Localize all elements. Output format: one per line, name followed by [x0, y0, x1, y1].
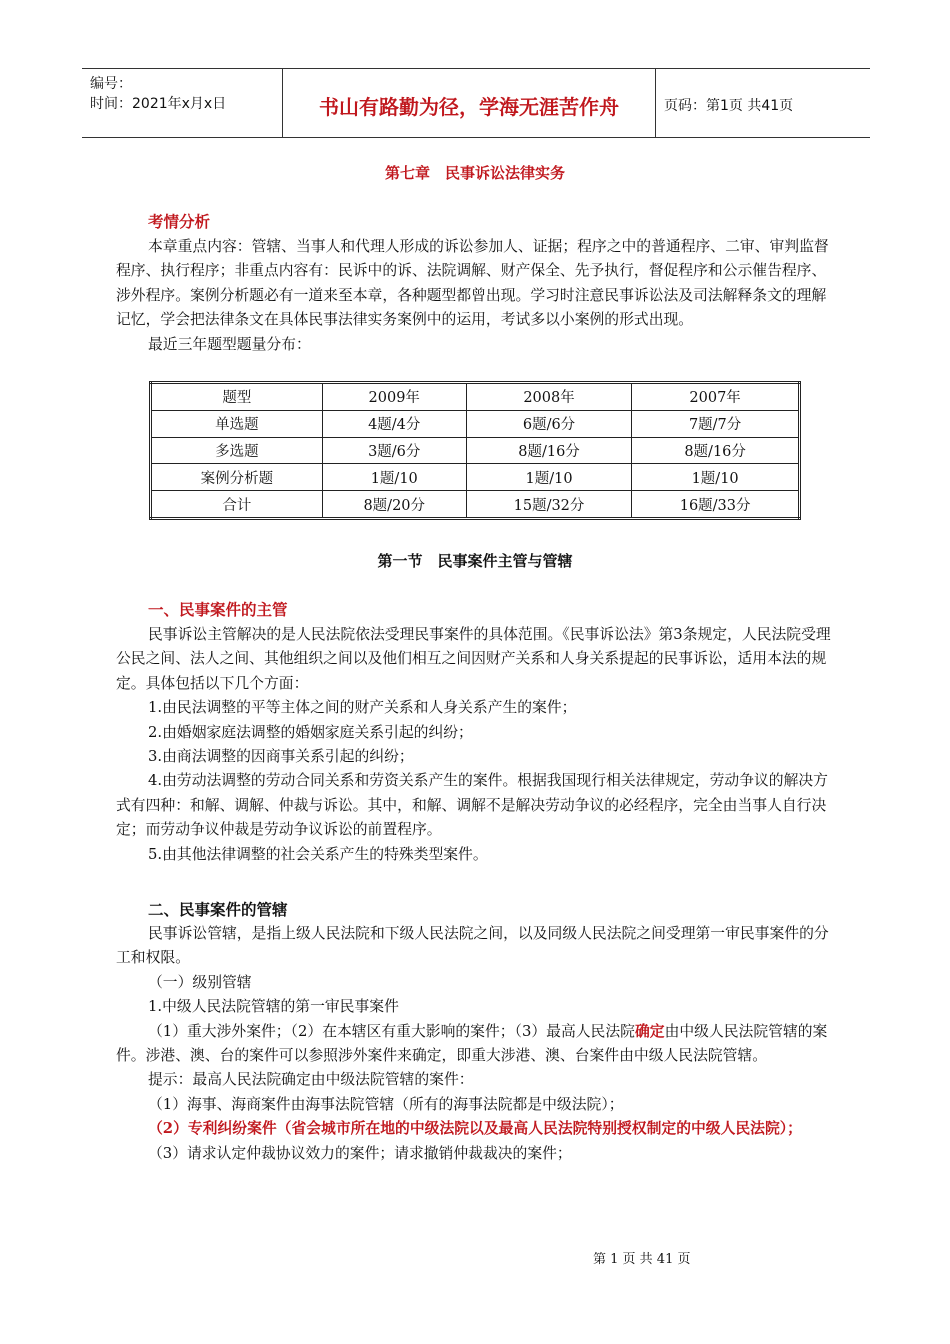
table-header-cell: 2008年 — [466, 383, 631, 411]
para-a-rest: 由中级人民法院管辖的案件。涉港、澳、台的案件可以参照涉外案件来确定，即重大涉港、澳、台案件由中级人民法院管辖。 — [116, 1022, 828, 1065]
chapter-title: 第七章 民事诉讼法律实务 — [384, 164, 565, 182]
table-header-row — [151, 383, 800, 411]
list-item: 2.由婚姻家庭法调整的婚姻家庭关系引起的纠纷； — [148, 723, 473, 741]
page-header — [82, 68, 870, 138]
list-item: 1.由民法调整的平等主体之间的财产关系和人身关系产生的案件； — [148, 699, 577, 717]
part2-paragraph-a — [116, 1020, 836, 1069]
part2-tip-item: （1）海事、海商案件由海事法院管辖（所有的海事法院都是中级法院）； — [148, 1095, 624, 1113]
part1-heading: 一、民事案件的主管 — [148, 600, 288, 619]
table-cell: 单选题 — [151, 410, 323, 437]
part2-tip-item-emphasis: （2）专利纠纷案件（省会城市所在地的中级法院以及最高人民法院特别授权制定的中级人民法院）； — [148, 1120, 802, 1138]
part2-subheading-intermediate-court: 1.中级人民法院管辖的第一审民事案件 — [148, 998, 399, 1016]
table-cell: 15题/32分 — [466, 491, 631, 519]
table-cell: 16题/33分 — [632, 491, 800, 519]
table-header-cell: 2009年 — [322, 383, 466, 411]
para-a-emphasis: 确定 — [634, 1022, 665, 1040]
list-item: 3.由商法调整的因商事关系引起的纠纷； — [148, 748, 414, 766]
header-page-label: 页码：第1页 共41页 — [664, 98, 794, 114]
section-title: 第一节 民事案件主管与管辖 — [377, 552, 573, 570]
part2-body — [116, 922, 836, 1166]
table-cell: 7题/7分 — [632, 410, 800, 437]
part2-subheading-level: （一）级别管辖 — [148, 973, 252, 991]
list-item: 5.由其他法律调整的社会关系产生的特殊类型案件。 — [148, 845, 488, 863]
question-distribution-table — [149, 381, 801, 520]
table-cell: 6题/6分 — [466, 410, 631, 437]
part2-tip: 提示：最高人民法院确定由中级法院管辖的案件： — [148, 1071, 474, 1089]
table-header-cell: 题型 — [151, 383, 323, 411]
para-a-text: （1）重大涉外案件；（2）在本辖区有重大影响的案件；（3）最高人民法院 — [148, 1022, 635, 1040]
table-cell: 多选题 — [151, 437, 323, 464]
header-page-cell — [656, 69, 870, 137]
table-cell: 1题/10 — [466, 464, 631, 491]
list-item: 4.由劳动法调整的劳动合同关系和劳资关系产生的案件。根据我国现行相关法律规定，劳动争议的解决方式有四种：和解、调解、仲裁与诉讼。其中，和解、调解不是解决劳动争议的必经程序，完全由当事人自行决定；而劳动争议仲裁是劳动争议诉讼的前置程序。 — [116, 772, 828, 839]
header-motto: 书山有路勤为径，学海无涯苦作舟 — [319, 95, 619, 119]
table-cell: 合计 — [151, 491, 323, 519]
part2-tip-item: （3）请求认定仲裁协议效力的案件；请求撤销仲裁裁决的案件； — [148, 1144, 572, 1162]
exam-analysis-paragraph: 本章重点内容：管辖、当事人和代理人形成的诉讼参加人、证据；程序之中的普通程序、二审、审判监督程序、执行程序；非重点内容有：民诉中的诉、法院调解、财产保全、先予执行，督促程序和公示催告程序、涉外程序。案例分析题必有一道来至本章，各种题型都曾出现。学习时注意民事诉讼法及司法解释条文的理解记忆，学会把法律条文在具体民事法律实务案例中的运用，考试多以小案例的形式出现。 — [116, 238, 829, 329]
header-motto-cell — [283, 69, 656, 137]
table-cell: 案例分析题 — [151, 464, 323, 491]
table-cell: 1题/10 — [322, 464, 466, 491]
exam-analysis-heading: 考情分析 — [148, 212, 211, 231]
table-cell: 3题/6分 — [322, 437, 466, 464]
part1-body — [116, 623, 836, 867]
table-header-cell: 2007年 — [632, 383, 800, 411]
page-footer: 第 1 页 共 41 页 — [593, 1252, 691, 1267]
table-row — [151, 464, 800, 491]
table-cell: 1题/10 — [632, 464, 800, 491]
part2-intro: 民事诉讼管辖，是指上级人民法院和下级人民法院之间，以及同级人民法院之间受理第一审民事案件的分工和权限。 — [116, 925, 829, 967]
table-cell: 4题/4分 — [322, 410, 466, 437]
header-meta-cell — [82, 69, 283, 137]
table-row — [151, 491, 800, 519]
part2-heading: 二、民事案件的管辖 — [148, 900, 288, 919]
table-row — [151, 437, 800, 464]
table-cell: 8题/16分 — [466, 437, 631, 464]
table-row — [151, 410, 800, 437]
table-caption: 最近三年题型题量分布： — [148, 335, 311, 353]
exam-analysis-body — [116, 235, 836, 357]
document-number-label: 编号： — [90, 76, 132, 92]
document-time-label: 时间：2021年x月x日 — [90, 96, 227, 112]
part1-intro: 民事诉讼主管解决的是人民法院依法受理民事案件的具体范围。《民事诉讼法》第3条规定，人民法院受理公民之间、法人之间、其他组织之间以及他们相互之间因财产关系和人身关系提起的民事诉讼，适用本法的规定。具体包括以下几个方面： — [116, 626, 831, 692]
table-cell: 8题/20分 — [322, 491, 466, 519]
table-cell: 8题/16分 — [632, 437, 800, 464]
